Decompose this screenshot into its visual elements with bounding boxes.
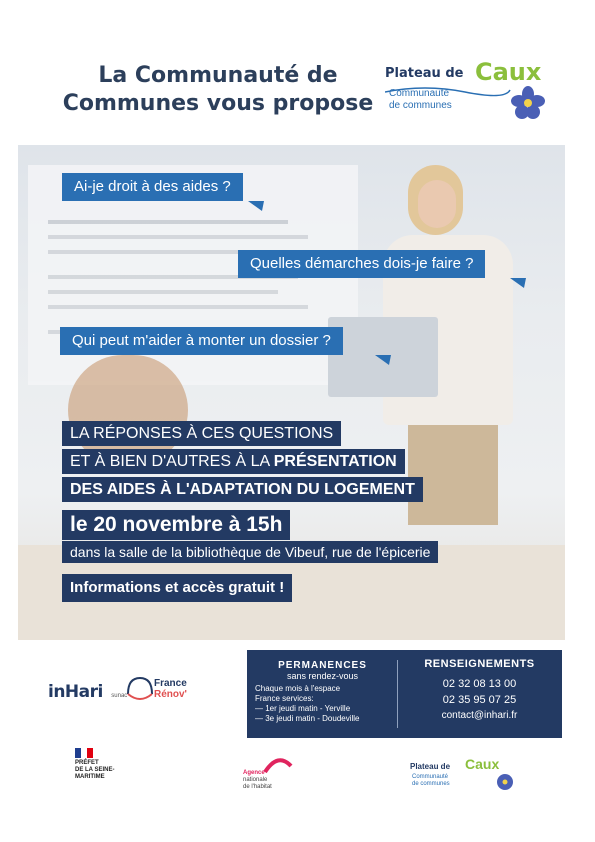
phone-2[interactable]: 02 35 95 07 25: [442, 694, 517, 706]
marianne-flag-icon: [75, 748, 93, 758]
phone-1[interactable]: 02 32 08 13 00: [442, 678, 517, 690]
permanences-subtitle: sans rendez-vous: [286, 671, 359, 681]
bottom-logo-word-2: Caux: [465, 756, 500, 772]
prefet-line-2: DE LA SEINE-: [75, 767, 115, 773]
speech-tail-2: [510, 278, 526, 288]
anah-line-2: nationale: [243, 777, 268, 783]
renseignements-title: RENSEIGNEMENTS: [424, 658, 535, 670]
info-box: [247, 650, 562, 738]
question-1: Ai-je droit à des aides ?: [62, 173, 243, 201]
question-2: Quelles démarches dois-je faire ?: [238, 250, 485, 278]
anah-logo: [243, 756, 298, 796]
background-photo: [18, 145, 565, 640]
answer-line-2: [62, 449, 405, 474]
answer-line-1: [62, 421, 341, 446]
anah-line-1: Agence: [243, 770, 265, 776]
renseignements-column: [402, 658, 557, 724]
plateau-de-caux-logo: [385, 58, 555, 123]
prefet-logo: [75, 748, 135, 781]
flax-flower-icon: [511, 86, 545, 120]
answer-line-1-text: LA RÉPONSES À CES QUESTIONS: [70, 425, 334, 442]
permanences-title: PERMANENCES: [278, 660, 367, 671]
permanences-line-3: — 1er jeudi matin - Yerville: [255, 704, 351, 713]
event-date: le 20 novembre à 15h: [62, 510, 290, 540]
logo-sub-2: de communes: [389, 100, 452, 111]
free-access: Informations et accès gratuit !: [62, 574, 292, 602]
email-link[interactable]: contact@inhari.fr: [441, 710, 518, 721]
permanences-line-1: Chaque mois à l'espace: [255, 684, 341, 693]
france-renov-line-2: Rénov': [154, 689, 187, 700]
answer-line-3: DES AIDES À L'ADAPTATION DU LOGEMENT: [62, 477, 423, 502]
title-line-2: Communes vous propose: [62, 91, 374, 116]
answer-line-2-text: ET À BIEN D'AUTRES À LA: [70, 453, 274, 470]
inhari-wordmark: inHari: [48, 682, 103, 702]
bottom-logo-sub-2: de communes: [412, 781, 450, 787]
prefet-line-1: PRÉFET: [75, 760, 99, 766]
plateau-de-caux-logo-bottom: [410, 756, 520, 796]
bottom-logo-word-1: Plateau de: [410, 762, 451, 771]
speech-tail-1: [248, 201, 264, 211]
prefet-line-3: MARITIME: [75, 774, 105, 780]
inhari-suffix: sunac: [111, 693, 128, 699]
anah-swirl-icon: [263, 756, 293, 776]
permanences-line-4: — 3e jeudi matin - Doudeville: [255, 714, 360, 723]
permanences-column: [255, 660, 390, 724]
house-icon: [125, 674, 155, 704]
speech-tail-3: [375, 355, 391, 365]
event-location: dans la salle de la bibliothèque de Vibeuf, rue de l'épicerie: [62, 541, 438, 563]
question-3: Qui peut m'aider à monter un dossier ?: [60, 327, 343, 355]
logo-word-plateau: Plateau de: [385, 66, 464, 81]
logo-word-caux: Caux: [475, 58, 542, 86]
anah-line-3: de l'habitat: [243, 784, 272, 790]
bottom-flax-flower-icon: [495, 772, 515, 792]
permanences-line-2: France services:: [255, 694, 314, 703]
title-line-1: La Communauté de: [98, 63, 338, 88]
bottom-logo-sub-1: Communauté: [412, 774, 449, 780]
inhari-logo: [48, 682, 127, 702]
page-title: [58, 62, 378, 118]
france-renov-line-1: France: [154, 678, 187, 689]
answer-line-2-bold: PRÉSENTATION: [273, 453, 397, 470]
logo-sub-1: Communauté: [389, 88, 450, 99]
divider: [397, 660, 398, 728]
france-renov-logo: [125, 670, 215, 720]
